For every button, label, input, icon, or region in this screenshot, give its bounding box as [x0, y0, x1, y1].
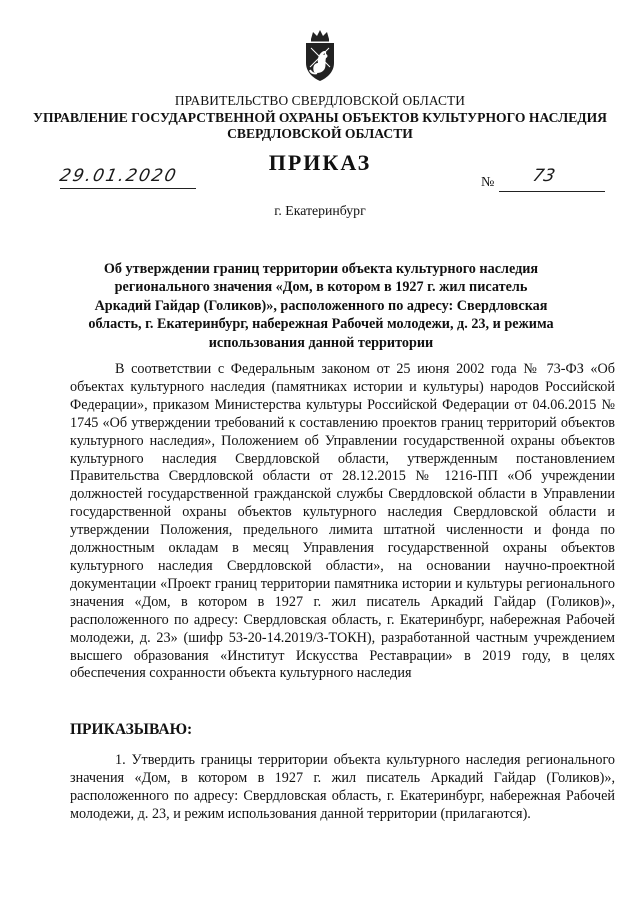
coat-of-arms-icon — [300, 30, 340, 82]
order-number: 73 — [530, 166, 557, 186]
government-name: ПРАВИТЕЛЬСТВО СВЕРДЛОВСКОЙ ОБЛАСТИ — [174, 93, 466, 108]
number-sign: № — [481, 175, 495, 190]
order-date: 29.01.2020 — [57, 166, 180, 186]
number-underline — [499, 191, 605, 192]
order-subject: Об утверждении границ территории объекта культурного наследия регионального значения «Дом, в котором в 1927 г. жил писатель Аркадий Гайдар (Голиков)», расположенного по адресу: Свердловская область, г. Екатеринбург, набережная Рабочей молодежи, д. 23, и режима использования данной территории — [88, 261, 554, 351]
department-line-2: СВЕРДЛОВСКОЙ ОБЛАСТИ — [227, 126, 413, 141]
city-label: г. Екатеринбург — [274, 203, 366, 218]
department-name — [0, 110, 640, 142]
preamble-paragraph: В соответствии с Федеральным законом от 25 июня 2002 года № 73-ФЗ «Об объектах культурного наследия (памятниках истории и культуры) народов Российской Федерации», приказом Министерства культуры Российской Федерации от 04.06.2015 № 1745 «Об утверждении требований к составлению проектов границ территорий объектов культурного наследия», Положением об Управлении государственной охраны объектов культурного наследия Свердловской области, утвержденным постановлением Правительства Свердловской области от 28.12.2015 № 1216-ПП «Об учреждении должностей государственной гражданской службы Свердловской области в Управлении государственной охраны объектов культурного наследия Свердловской области и утверждении Положения, предельного лимита штатной численности и фонда по должностным окладам в месяц Управления государственной охраны объектов культурного наследия Свердловской области», на основании научно-проектной документации «Проект границ территории памятника истории и культуры регионального значения «Дом, в котором в 1927 г. жил писатель Аркадий Гайдар (Голиков)», расположенного по адресу: Свердловская область, г. Екатеринбург, набережная Рабочей молодежи, д. 23» (шифр 53-20-14.2019/3-ТОКН), разработанной частным учреждением высшего образования «Институт Искусства Реставрации» в 2019 году, в целях обеспечения сохранности объекта культурного наследия — [70, 361, 615, 682]
date-underline — [60, 188, 196, 189]
department-line-1: УПРАВЛЕНИЕ ГОСУДАРСТВЕННОЙ ОХРАНЫ ОБЪЕКТОВ КУЛЬТУРНОГО НАСЛЕДИЯ — [32, 110, 608, 125]
orders-heading: ПРИКАЗЫВАЮ: — [70, 721, 193, 738]
order-item-1: 1. Утвердить границы территории объекта культурного наследия регионального значения «Дом, в котором в 1927 г. жил писатель Аркадий Гайдар (Голиков)», расположенного по адресу: Свердловская область, г. Екатеринбург, набережная Рабочей молодежи, д. 23, и режим использования данной территории (прилагаются). — [70, 752, 615, 822]
document-type-title: ПРИКАЗ — [268, 150, 372, 175]
